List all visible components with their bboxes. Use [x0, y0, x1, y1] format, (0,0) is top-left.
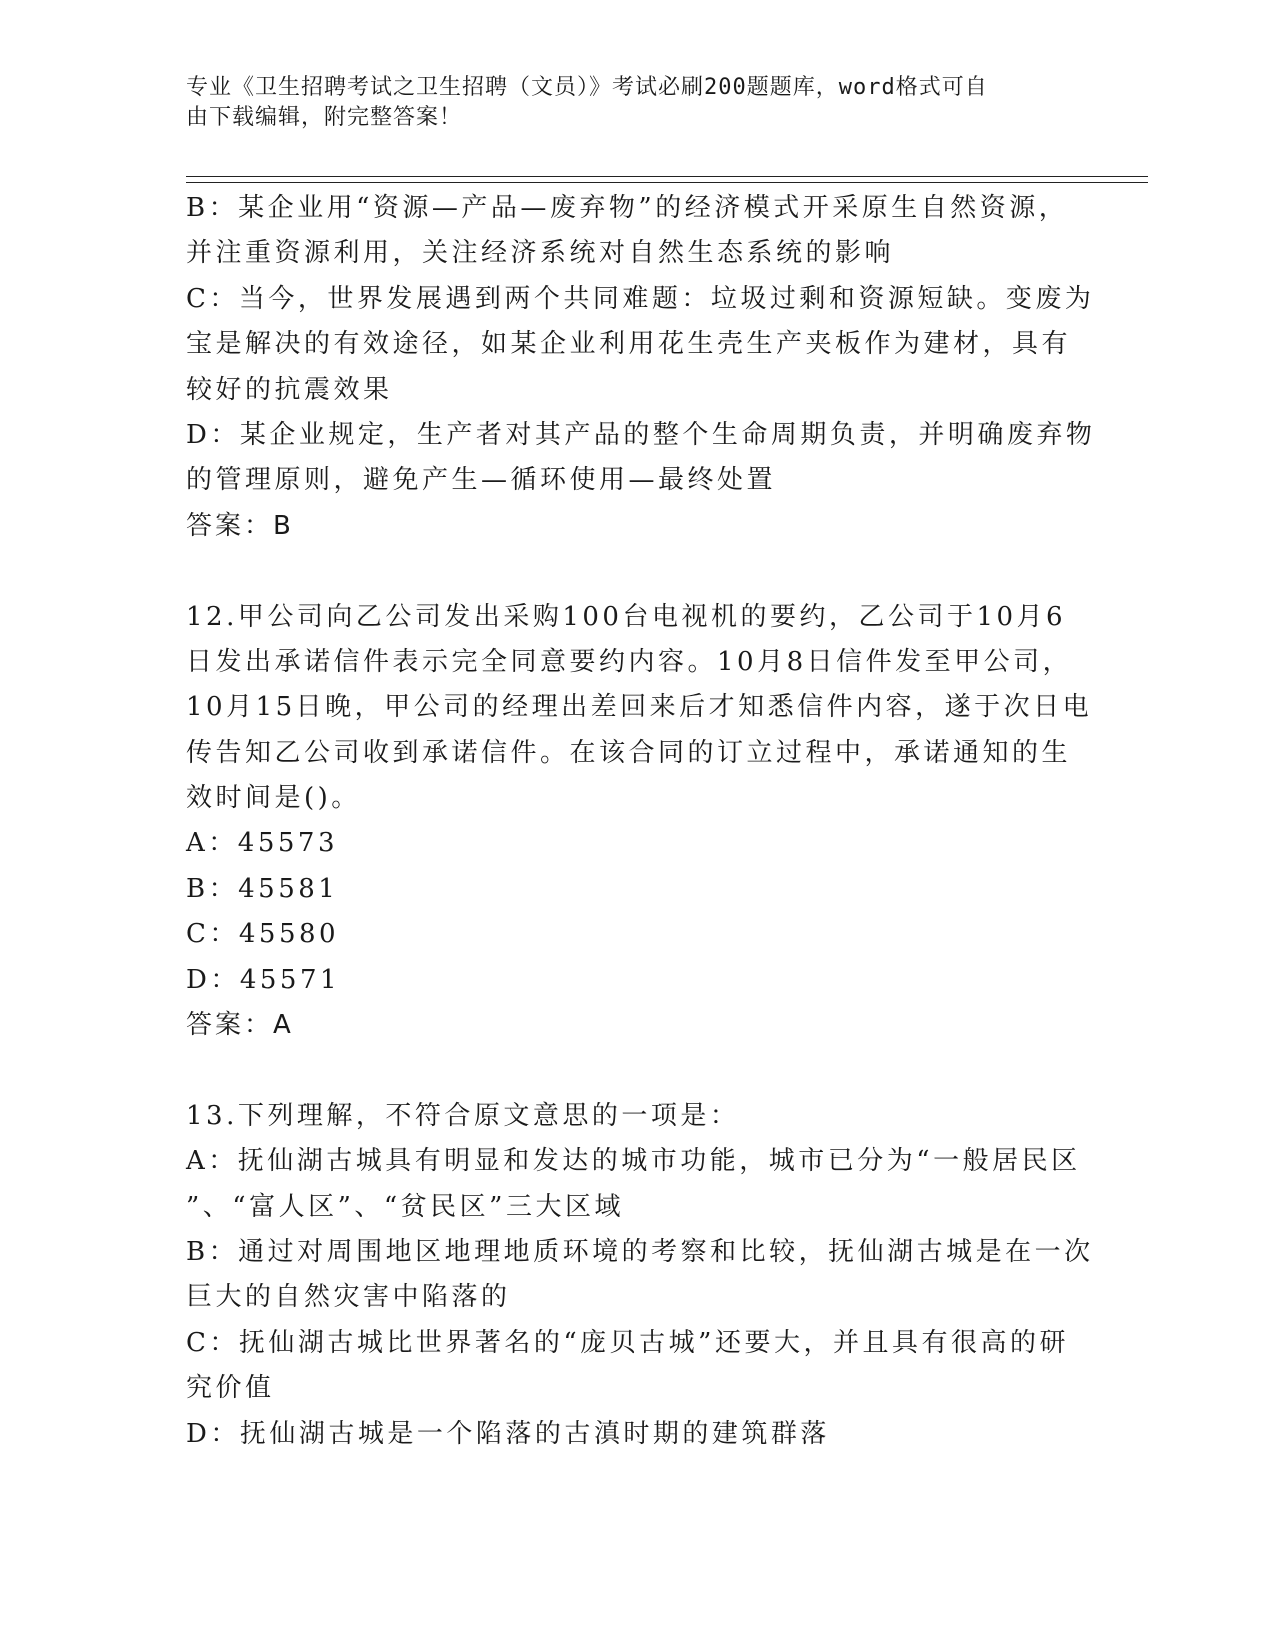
header-rule-bottom	[186, 182, 1148, 183]
header-line-1: 专业《卫生招聘考试之卫生招聘（文员）》考试必刷200题题库，word格式可自	[186, 75, 988, 100]
q13-option-c-line-2: 究价值	[186, 1373, 275, 1404]
document-header	[186, 73, 1066, 133]
q13-option-c	[186, 1321, 1086, 1412]
question-11-fragment	[186, 186, 1096, 549]
question-12	[186, 595, 1093, 1049]
header-rule-top	[186, 176, 1148, 177]
q12-stem-line-4: 传告知乙公司收到承诺信件。在该合同的订立过程中，承诺通知的生	[186, 737, 1072, 768]
q13-option-b-line-2: 巨大的自然灾害中陷落的	[186, 1282, 511, 1313]
q11-option-d-line-1: D：某企业规定，生产者对其产品的整个生命周期负责，并明确废弃物	[186, 419, 1096, 450]
q13-option-b-line-1: B：通过对周围地区地理地质环境的考察和比较，抚仙湖古城是在一次	[186, 1236, 1094, 1267]
q11-option-d-line-2: 的管理原则，避免产生—循环使用—最终处置	[186, 465, 777, 496]
question-13	[186, 1094, 1094, 1457]
q12-stem	[186, 595, 1093, 822]
q12-option-d: D：45571	[186, 964, 341, 995]
q13-option-d: D：抚仙湖古城是一个陷落的古滇时期的建筑群落	[186, 1418, 830, 1449]
q13-option-a	[186, 1139, 1086, 1230]
q13-option-c-line-1: C：抚仙湖古城比世界著名的“庞贝古城”还要大，并且具有很高的研	[186, 1327, 1069, 1358]
spacer	[186, 1048, 1086, 1093]
q11-option-b-line-1: B：某企业用“资源—产品—废弃物”的经济模式开采原生自然资源，	[186, 193, 1069, 223]
q12-answer: 答案：A	[186, 1010, 294, 1041]
q12-stem-line-2: 日发出承诺信件表示完全同意要约内容。10月8日信件发至甲公司，	[186, 646, 1073, 677]
q11-option-c-line-2: 宝是解决的有效途径，如某企业利用花生壳生产夹板作为建材，具有	[186, 329, 1072, 360]
q12-stem-line-1: 12.甲公司向乙公司发出采购100台电视机的要约，乙公司于10月6	[186, 601, 1067, 632]
q11-option-c	[186, 277, 1095, 413]
q11-option-c-line-1: C：当今，世界发展遇到两个共同难题：垃圾过剩和资源短缺。变废为	[186, 283, 1095, 314]
q12-option-c: C：45580	[186, 919, 340, 950]
document-body	[186, 186, 1096, 1457]
q13-option-a-line-1: A：抚仙湖古城具有明显和发达的城市功能，城市已分为“一般居民区	[186, 1146, 1081, 1177]
q13-option-b	[186, 1230, 1094, 1321]
q11-option-c-line-3: 较好的抗震效果	[186, 374, 393, 405]
q11-option-b	[186, 186, 1086, 277]
spacer	[186, 549, 1086, 594]
q13-stem: 13.下列理解，不符合原文意思的一项是：	[186, 1100, 740, 1131]
q12-option-b: B：45581	[186, 873, 339, 904]
q11-option-b-line-2: 并注重资源利用，关注经济系统对自然生态系统的影响	[186, 238, 895, 269]
q12-stem-line-5: 效时间是()。	[186, 783, 361, 814]
q11-option-d	[186, 413, 1096, 504]
q13-option-a-line-2: ”、“富人区”、“贫民区”三大区域	[186, 1191, 624, 1222]
header-line-2: 由下载编辑，附完整答案！	[186, 105, 463, 130]
q12-option-a: A：45573	[186, 828, 338, 859]
q11-answer: 答案：B	[186, 510, 294, 541]
q12-stem-line-3: 10月15日晚，甲公司的经理出差回来后才知悉信件内容，遂于次日电	[186, 692, 1093, 723]
